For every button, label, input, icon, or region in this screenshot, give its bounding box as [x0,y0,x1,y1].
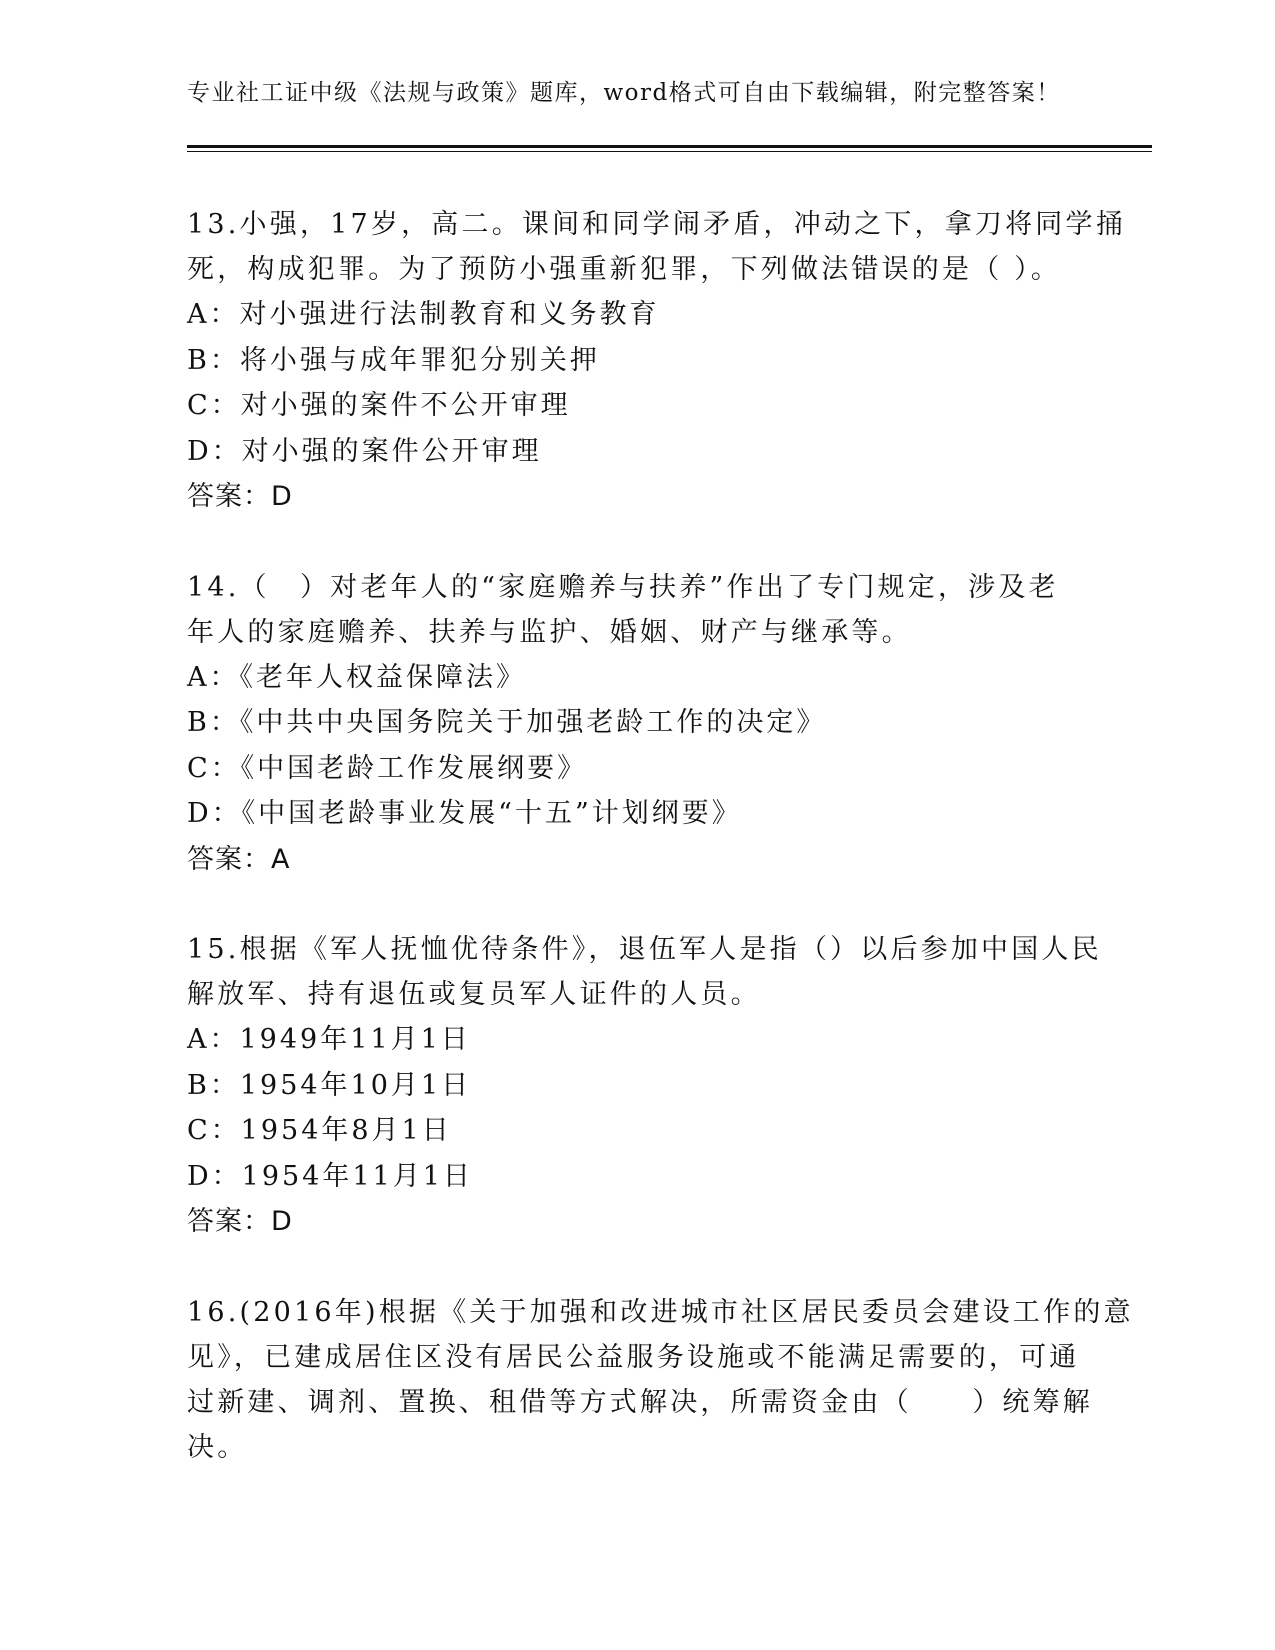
option-d: D：《中国老龄事业发展“十五”计划纲要》 [187,798,742,829]
question-stem-line: 过新建、调剂、置换、租借等方式解决，所需资金由（ ）统筹解 [187,1386,1093,1418]
option-a: A：《老年人权益保障法》 [187,661,526,693]
option-b: B：将小强与成年罪犯分别关押 [187,344,600,376]
question-stem-line: 13.小强，17岁，高二。课间和同学闹矛盾，冲动之下，拿刀将同学捅 [187,209,1126,240]
question-16 [187,1290,1134,1470]
question-stem-line: 决。 [187,1431,248,1463]
option-b: B：《中共中央国务院关于加强老龄工作的决定》 [187,707,827,738]
question-stem-line: 解放军、持有退伍或复员军人证件的人员。 [187,979,761,1010]
option-b: B：1954年10月1日 [187,1069,472,1101]
question-stem-line: 见》，已建成居住区没有居民公益服务设施或不能满足需要的，可通 [187,1341,1080,1373]
question-stem-line: 15.根据《军人抚恤优待条件》，退伍军人是指（）以后参加中国人民 [187,934,1102,965]
option-a: A：1949年11月1日 [187,1024,471,1055]
header-rule-thin [187,151,1152,152]
question-stem-line: 16.(2016年)根据《关于加强和改进城市社区居民委员会建设工作的意 [187,1296,1134,1328]
option-d: D：对小强的案件公开审理 [187,435,542,467]
answer-line: 答案：D [187,1206,293,1237]
question-15 [187,927,1102,1245]
question-list [187,202,1134,1515]
question-13 [187,202,1126,520]
option-c: C：1954年8月1日 [187,1115,452,1146]
option-d: D：1954年11月1日 [187,1160,473,1192]
answer-line: 答案：D [187,481,293,512]
answer-line: 答案：A [187,843,291,875]
question-stem-line: 死，构成犯罪。为了预防小强重新犯罪，下列做法错误的是（ ）。 [187,254,1062,285]
option-c: C：对小强的案件不公开审理 [187,390,571,421]
question-stem-line: 年人的家庭赡养、扶养与监护、婚姻、财产与继承等。 [187,616,912,648]
header-rule-thick [187,145,1152,148]
question-stem-line: 14.（ ）对老年人的“家庭赡养与扶养”作出了专门规定，涉及老 [187,571,1059,603]
question-14 [187,565,1087,883]
option-a: A：对小强进行法制教育和义务教育 [187,299,660,330]
option-c: C：《中国老龄工作发展纲要》 [187,752,588,784]
page-header: 专业社工证中级《法规与政策》题库，word格式可自由下载编辑，附完整答案！ [187,80,1061,106]
